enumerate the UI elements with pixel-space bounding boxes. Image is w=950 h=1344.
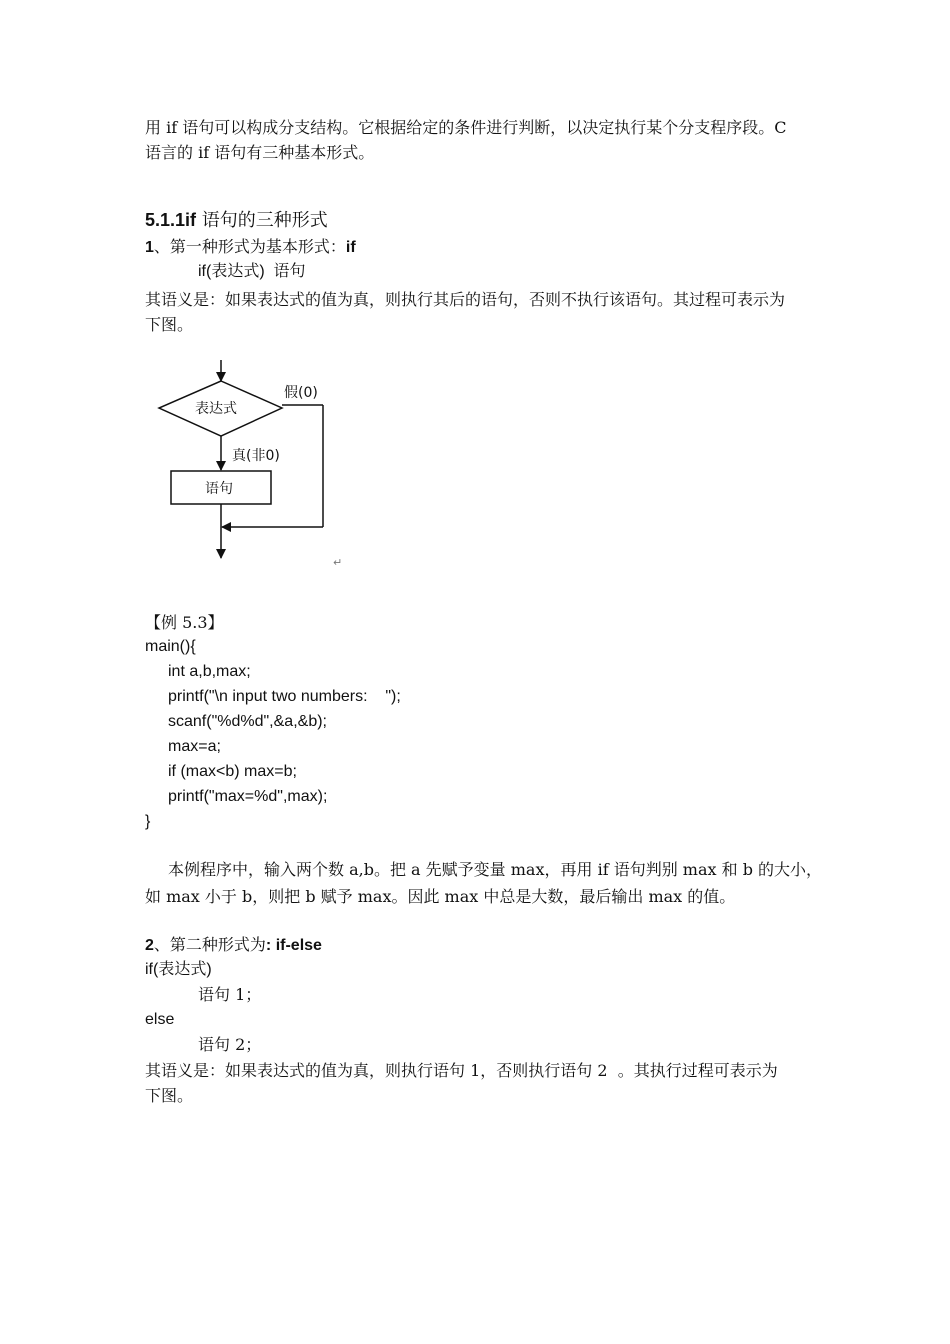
code-line: printf("\n input two numbers: "); [168,688,401,705]
code-line: printf("max=%d",max); [168,788,328,805]
form1-heading [145,236,356,259]
code-line: if (max<b) max=b; [168,763,297,780]
example-title: 【例 5.3】 [145,613,224,632]
form2-num: 2 [145,937,154,954]
form2-heading [145,934,322,957]
form2-desc-2: 下图。 [145,1086,194,1105]
form1-desc-1: 其语义是：如果表达式的值为真，则执行其后的语句，否则不执行该语句。其过程可表示为 [145,290,786,309]
form2-stmt1-line: 语句 1； [198,985,262,1004]
code-line: } [145,813,151,830]
intro-line-2: 语言的 if 语句有三种基本形式。 [145,143,375,162]
form2-else-line: else [145,1011,175,1028]
section-number: 5.1.1if [145,210,197,230]
form1-keyword: if [345,239,356,256]
paragraph-mark-icon: ↵ [333,556,343,569]
intro-line-1: 用 if 语句可以构成分支结构。它根据给定的条件进行判断，以决定执行某个分支程序段。C [145,118,787,137]
code-line: scanf("%d%d",&a,&b); [168,713,327,730]
example-explain-2: 如 max 小于 b，则把 b 赋予 max。因此 max 中总是大数，最后输出 max 的值。 [145,887,736,906]
form1-num: 1 [145,239,154,256]
code-line: int a,b,max; [168,663,251,680]
code-line: max=a; [168,738,221,755]
false-label: 假(0) [284,385,318,401]
if-flowchart [148,352,358,572]
form2-desc-1: 其语义是：如果表达式的值为真，则执行语句 1，否则执行语句 2 。其执行过程可表示为 [145,1061,778,1080]
true-label: 真(非0) [232,448,280,464]
form2-label: 、第二种形式为 [153,935,266,954]
condition-text: 表达式 [195,401,237,417]
section-heading [145,209,328,232]
code-line: main(){ [145,638,196,655]
section-title: 语句的三种形式 [196,210,328,231]
form1-label: 、第一种形式为基本形式： [153,237,346,256]
form2-stmt2-line: 语句 2； [198,1035,262,1054]
form2-if-line: if(表达式) [145,961,212,978]
form1-syntax: if(表达式) 语句 [198,263,306,280]
form1-desc-2: 下图。 [145,315,194,334]
statement-text: 语句 [205,481,233,497]
example-explain-1: 本例程序中，输入两个数 a,b。把 a 先赋予变量 max，再用 if 语句判别 max 和 b 的大小， [168,860,823,879]
form2-keyword: : if-else [265,937,322,954]
